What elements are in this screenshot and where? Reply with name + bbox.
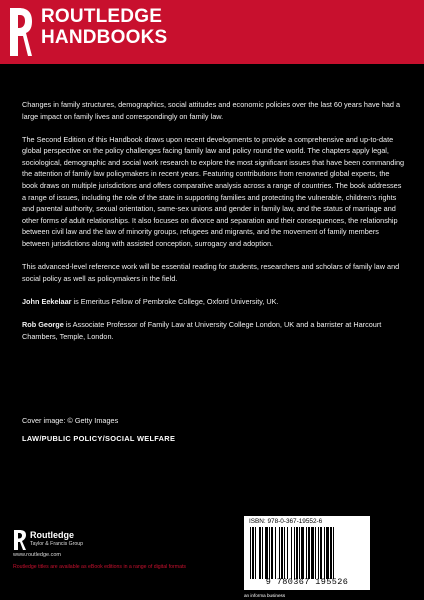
isbn-barcode-box [244, 516, 370, 590]
series-title-line1: ROUTLEDGE [41, 6, 163, 27]
blurb [22, 99, 406, 354]
publisher-group: Taylor & Francis Group [30, 541, 84, 547]
series-title [41, 6, 167, 48]
series-title-line2: HANDBOOKS [41, 27, 168, 48]
ebook-note: Routledge titles are available as eBook editions in a range of digital formats [13, 564, 187, 570]
blurb-paragraph: Changes in family structures, demographics, social attitudes and economic policies over the last 60 years have had a large impact on family lives and correspondingly on family law. [22, 100, 401, 121]
author-description: is Associate Professor of Family Law at University College London, UK and a barrister at Harcourt Chambers, Temple, London. [22, 319, 382, 341]
blurb-paragraph: This advanced-level reference work will be essential reading for students, researchers and scholars of family law and social policy as well as policymakers in the field. [22, 262, 400, 283]
routledge-logo-icon [8, 6, 33, 58]
blurb-paragraph: The Second Edition of this Handbook draws upon recent developments to provide a comprehensive and up-to-date global perspective on the policy challenges facing family law and policy round the world. The chapters apply legal, sociological, demographic and social work research to explore the most significant issues that have been commanding the attention of family law policymakers in recent years. Featuring contributions from renowned global experts, the book draws on multiple jurisdictions and offers comparative analysis across a range of countries. The book addresses a range of issues, including the role of the state in supporting families and protecting the vulnerable, children’s rights and parental authority, sexual orientation, same-sex unions and gender in family law, and the status of marriage and other forms of adult relationships. It also focuses on divorce and separation and their consequences, the relationship between civil law and the law of minority groups, refugees and migrants, and the movement of family members between jurisdictions along with assisted conception, surrogacy and adoption. [22, 134, 405, 249]
header-banner [0, 0, 424, 64]
barcode-number: 9 780367 195526 [265, 577, 349, 587]
publisher-name: Routledge [30, 530, 74, 540]
publisher-url: www.routledge.com [13, 552, 61, 558]
author-name: John Eekelaar [22, 296, 72, 306]
cover-image-credit: Cover image: © Getty Images [22, 416, 119, 425]
barcode-icon [249, 527, 365, 579]
subject-category: LAW/PUBLIC POLICY/SOCIAL WELFARE [22, 434, 176, 443]
author-bio [22, 296, 406, 308]
informa-tagline: an informa business [244, 593, 286, 598]
author-description: is Emeritus Fellow of Pembroke College, Oxford University, UK. [71, 296, 279, 306]
author-bio [22, 319, 406, 342]
author-name: Rob George [22, 319, 64, 329]
isbn-label: ISBN: 978-0-367-19552-6 [249, 518, 323, 525]
